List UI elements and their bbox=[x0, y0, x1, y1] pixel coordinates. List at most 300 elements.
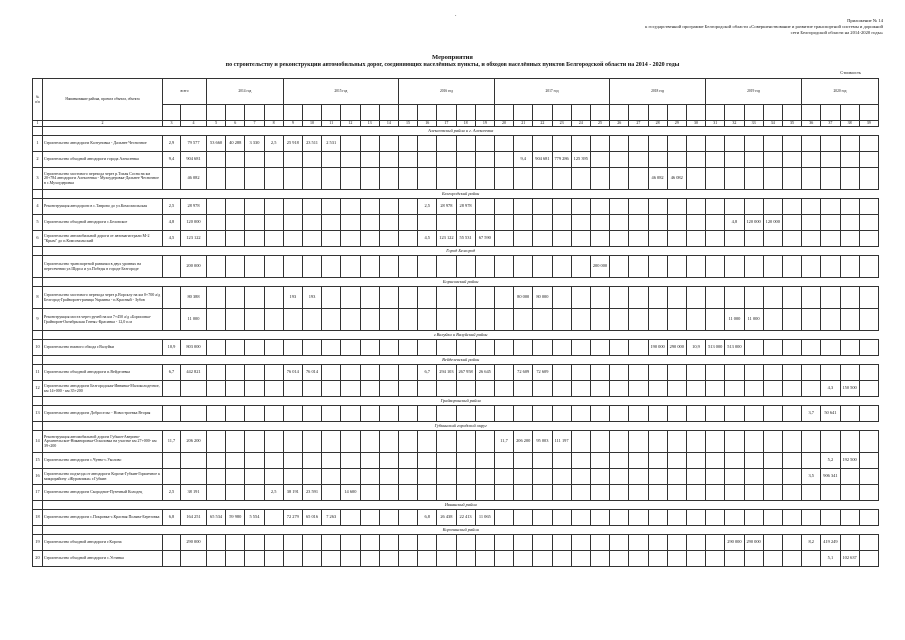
value-cell bbox=[226, 406, 245, 422]
row-number: 12 bbox=[33, 381, 43, 397]
section-title: г.Валуйки и Валуйский район bbox=[43, 331, 879, 340]
value-cell bbox=[686, 136, 705, 152]
value-cell bbox=[840, 510, 859, 526]
value-cell: 6,8 bbox=[418, 510, 437, 526]
value-cell bbox=[648, 406, 667, 422]
value-cell bbox=[629, 365, 648, 381]
value-cell bbox=[859, 231, 878, 247]
row-number: 13 bbox=[33, 406, 43, 422]
row-number: 16 bbox=[33, 469, 43, 485]
value-cell bbox=[667, 231, 686, 247]
value-cell bbox=[648, 231, 667, 247]
value-cell: 193 bbox=[302, 287, 321, 309]
value-cell bbox=[706, 309, 725, 331]
value-cell bbox=[706, 406, 725, 422]
value-cell bbox=[667, 551, 686, 567]
value-cell bbox=[610, 309, 629, 331]
value-cell bbox=[686, 406, 705, 422]
value-cell bbox=[840, 168, 859, 190]
value-cell bbox=[763, 469, 782, 485]
value-cell bbox=[667, 535, 686, 551]
value-cell bbox=[245, 485, 264, 501]
value-cell bbox=[418, 551, 437, 567]
value-cell bbox=[667, 256, 686, 278]
value-cell bbox=[398, 287, 417, 309]
value-cell bbox=[552, 535, 571, 551]
value-cell bbox=[264, 215, 283, 231]
value-cell bbox=[725, 431, 744, 453]
value-cell bbox=[456, 453, 475, 469]
value-cell bbox=[610, 510, 629, 526]
value-cell bbox=[802, 381, 821, 397]
row-name: Строительство обходной автодороги с.Беловское bbox=[43, 215, 163, 231]
value-cell bbox=[514, 551, 533, 567]
value-cell bbox=[629, 168, 648, 190]
subheader-cell bbox=[514, 105, 533, 121]
value-cell bbox=[859, 215, 878, 231]
value-cell bbox=[514, 406, 533, 422]
value-cell bbox=[590, 152, 609, 168]
value-cell bbox=[648, 453, 667, 469]
value-cell bbox=[341, 199, 360, 215]
value-cell: 111 197 bbox=[552, 431, 571, 453]
value-cell bbox=[398, 152, 417, 168]
value-cell bbox=[418, 287, 437, 309]
subheader-cell bbox=[341, 105, 360, 121]
value-cell bbox=[207, 231, 226, 247]
value-cell bbox=[629, 381, 648, 397]
value-cell: 46 082 bbox=[667, 168, 686, 190]
value-cell: 28 978 bbox=[437, 199, 456, 215]
appendix-line-1: Приложение № 14 bbox=[847, 18, 883, 23]
value-cell bbox=[744, 381, 763, 397]
row-number: 1 bbox=[33, 136, 43, 152]
value-cell bbox=[533, 309, 552, 331]
column-index: 21 bbox=[514, 121, 533, 127]
value-cell bbox=[360, 453, 379, 469]
row-name: Строительство автодороги Добросельє - Новостроевка Вторая bbox=[43, 406, 163, 422]
value-cell bbox=[207, 453, 226, 469]
value-cell bbox=[686, 431, 705, 453]
value-cell bbox=[360, 168, 379, 190]
value-cell bbox=[322, 551, 341, 567]
subheader-cell bbox=[802, 105, 821, 121]
column-index: 5 bbox=[207, 121, 226, 127]
value-cell bbox=[533, 485, 552, 501]
table-row bbox=[33, 453, 879, 469]
value-cell bbox=[475, 535, 494, 551]
section-title: Белгородский район bbox=[43, 190, 879, 199]
value-cell bbox=[648, 365, 667, 381]
value-cell bbox=[686, 485, 705, 501]
value-cell bbox=[207, 406, 226, 422]
value-cell bbox=[207, 431, 226, 453]
value-cell bbox=[398, 231, 417, 247]
value-cell bbox=[514, 231, 533, 247]
value-cell: 150 500 bbox=[840, 381, 859, 397]
value-cell bbox=[398, 199, 417, 215]
value-cell bbox=[437, 256, 456, 278]
value-cell bbox=[533, 551, 552, 567]
subheader-cell bbox=[322, 105, 341, 121]
column-index: 11 bbox=[322, 121, 341, 127]
value-cell bbox=[686, 215, 705, 231]
value-cell bbox=[706, 287, 725, 309]
value-cell bbox=[379, 551, 398, 567]
value-cell bbox=[552, 485, 571, 501]
section-title: Губкинский городской округ bbox=[43, 422, 879, 431]
value-cell bbox=[283, 453, 302, 469]
value-cell bbox=[629, 136, 648, 152]
value-cell bbox=[840, 287, 859, 309]
value-cell bbox=[207, 381, 226, 397]
value-cell bbox=[514, 256, 533, 278]
value-cell bbox=[629, 152, 648, 168]
value-cell bbox=[840, 309, 859, 331]
value-cell bbox=[302, 453, 321, 469]
row-total: 803 000 bbox=[181, 340, 207, 356]
value-cell bbox=[840, 485, 859, 501]
value-cell bbox=[341, 551, 360, 567]
value-cell bbox=[763, 510, 782, 526]
value-cell bbox=[533, 406, 552, 422]
value-cell bbox=[322, 406, 341, 422]
value-cell bbox=[398, 136, 417, 152]
value-cell bbox=[802, 453, 821, 469]
value-cell bbox=[590, 551, 609, 567]
value-cell bbox=[590, 535, 609, 551]
value-cell bbox=[341, 381, 360, 397]
value-cell bbox=[322, 309, 341, 331]
value-cell: 23 591 bbox=[302, 485, 321, 501]
value-cell bbox=[360, 510, 379, 526]
value-cell bbox=[379, 199, 398, 215]
subheader-cell bbox=[418, 105, 437, 121]
value-cell bbox=[245, 287, 264, 309]
row-total: 11 000 bbox=[181, 309, 207, 331]
value-cell bbox=[245, 340, 264, 356]
value-cell bbox=[302, 152, 321, 168]
table-row bbox=[33, 381, 879, 397]
value-cell bbox=[706, 231, 725, 247]
value-cell: 2,5 bbox=[264, 136, 283, 152]
value-cell bbox=[782, 469, 801, 485]
value-cell: 123 122 bbox=[437, 231, 456, 247]
value-cell bbox=[802, 551, 821, 567]
value-cell bbox=[802, 340, 821, 356]
value-cell bbox=[802, 510, 821, 526]
row-number: 18 bbox=[33, 510, 43, 526]
value-cell bbox=[226, 469, 245, 485]
value-cell bbox=[398, 551, 417, 567]
value-cell bbox=[418, 309, 437, 331]
value-cell bbox=[782, 168, 801, 190]
row-length bbox=[163, 287, 181, 309]
value-cell: 23 511 bbox=[302, 136, 321, 152]
value-cell bbox=[571, 256, 590, 278]
column-index: 19 bbox=[475, 121, 494, 127]
row-length: 10,9 bbox=[163, 340, 181, 356]
row-total bbox=[181, 381, 207, 397]
column-index: 35 bbox=[782, 121, 801, 127]
row-total: 28 978 bbox=[181, 199, 207, 215]
value-cell bbox=[706, 152, 725, 168]
value-cell bbox=[725, 453, 744, 469]
value-cell bbox=[802, 287, 821, 309]
value-cell bbox=[821, 231, 840, 247]
value-cell bbox=[475, 551, 494, 567]
value-cell bbox=[590, 469, 609, 485]
value-cell bbox=[398, 485, 417, 501]
value-cell bbox=[245, 551, 264, 567]
value-cell bbox=[552, 406, 571, 422]
subheader-cell bbox=[725, 105, 744, 121]
value-cell bbox=[475, 287, 494, 309]
value-cell: 11,7 bbox=[494, 431, 513, 453]
value-cell bbox=[744, 256, 763, 278]
row-name: Строительство подъезда от автодороги Короча-Губкин-Горшечное к микрорайону «Журавлики» г.Губкин bbox=[43, 469, 163, 485]
value-cell: 9,4 bbox=[514, 152, 533, 168]
value-cell bbox=[725, 287, 744, 309]
value-cell bbox=[207, 256, 226, 278]
table-row bbox=[33, 199, 879, 215]
value-cell bbox=[552, 199, 571, 215]
value-cell bbox=[456, 535, 475, 551]
value-cell bbox=[667, 381, 686, 397]
section-num bbox=[33, 127, 43, 136]
value-cell bbox=[782, 231, 801, 247]
value-cell: 193 bbox=[283, 287, 302, 309]
value-cell bbox=[610, 287, 629, 309]
value-cell bbox=[667, 453, 686, 469]
value-cell: 26 645 bbox=[475, 365, 494, 381]
column-index: 6 bbox=[226, 121, 245, 127]
value-cell bbox=[207, 168, 226, 190]
value-cell bbox=[456, 485, 475, 501]
row-length bbox=[163, 309, 181, 331]
value-cell bbox=[302, 406, 321, 422]
row-name: Строительство обходной автодороги с.Устинка bbox=[43, 551, 163, 567]
value-cell bbox=[725, 256, 744, 278]
value-cell bbox=[494, 256, 513, 278]
value-cell bbox=[533, 168, 552, 190]
value-cell bbox=[322, 168, 341, 190]
value-cell bbox=[590, 453, 609, 469]
value-cell: 11 065 bbox=[475, 510, 494, 526]
value-cell bbox=[782, 485, 801, 501]
value-cell bbox=[245, 231, 264, 247]
value-cell bbox=[706, 199, 725, 215]
value-cell bbox=[475, 168, 494, 190]
row-total: 123 122 bbox=[181, 231, 207, 247]
row-name: Строительство транспортной развязки в двух уровнях на пересечении ул.Щорса и ул.Победы в городе Белгороде bbox=[43, 256, 163, 278]
value-cell bbox=[322, 152, 341, 168]
value-cell bbox=[226, 309, 245, 331]
value-cell: 5 554 bbox=[245, 510, 264, 526]
value-cell bbox=[648, 381, 667, 397]
column-index: 36 bbox=[802, 121, 821, 127]
value-cell bbox=[245, 381, 264, 397]
value-cell bbox=[629, 406, 648, 422]
value-cell bbox=[821, 287, 840, 309]
value-cell bbox=[494, 365, 513, 381]
row-length bbox=[163, 453, 181, 469]
row-name: Строительство южного обхода г.Валуйки bbox=[43, 340, 163, 356]
value-cell bbox=[437, 453, 456, 469]
value-cell bbox=[859, 453, 878, 469]
value-cell bbox=[494, 469, 513, 485]
value-cell bbox=[629, 309, 648, 331]
value-cell bbox=[418, 406, 437, 422]
value-cell bbox=[590, 309, 609, 331]
value-cell bbox=[840, 431, 859, 453]
value-cell bbox=[494, 381, 513, 397]
value-cell bbox=[821, 309, 840, 331]
value-cell: 904 681 bbox=[533, 152, 552, 168]
value-cell bbox=[859, 381, 878, 397]
value-cell bbox=[302, 168, 321, 190]
value-cell bbox=[782, 431, 801, 453]
row-length bbox=[163, 535, 181, 551]
table-row bbox=[33, 340, 879, 356]
row-number: 4 bbox=[33, 199, 43, 215]
value-cell bbox=[475, 152, 494, 168]
value-cell bbox=[552, 453, 571, 469]
value-cell bbox=[475, 485, 494, 501]
value-cell bbox=[859, 340, 878, 356]
value-cell bbox=[245, 535, 264, 551]
value-cell bbox=[207, 535, 226, 551]
row-length: 4,5 bbox=[163, 231, 181, 247]
column-index: 7 bbox=[245, 121, 264, 127]
value-cell bbox=[322, 469, 341, 485]
value-cell: 76 014 bbox=[283, 365, 302, 381]
value-cell bbox=[302, 215, 321, 231]
value-cell bbox=[802, 136, 821, 152]
value-cell bbox=[763, 485, 782, 501]
value-cell bbox=[821, 152, 840, 168]
row-name: Реконструкция автодороги в с.Таврово до ул.Комсомольская bbox=[43, 199, 163, 215]
value-cell: 120 000 bbox=[763, 215, 782, 231]
value-cell bbox=[418, 168, 437, 190]
value-cell bbox=[629, 485, 648, 501]
value-cell: 6,7 bbox=[418, 365, 437, 381]
value-cell bbox=[552, 168, 571, 190]
table-row bbox=[33, 309, 879, 331]
value-cell bbox=[859, 309, 878, 331]
value-cell bbox=[398, 431, 417, 453]
section-row bbox=[33, 331, 879, 340]
value-cell bbox=[571, 453, 590, 469]
value-cell bbox=[840, 152, 859, 168]
value-cell bbox=[494, 309, 513, 331]
value-cell bbox=[437, 309, 456, 331]
value-cell bbox=[322, 199, 341, 215]
value-cell bbox=[859, 551, 878, 567]
value-cell bbox=[763, 287, 782, 309]
value-cell bbox=[264, 551, 283, 567]
value-cell bbox=[226, 199, 245, 215]
value-cell bbox=[226, 535, 245, 551]
value-cell bbox=[590, 136, 609, 152]
value-cell bbox=[437, 431, 456, 453]
value-cell bbox=[590, 215, 609, 231]
value-cell bbox=[782, 453, 801, 469]
value-cell bbox=[283, 215, 302, 231]
section-row bbox=[33, 501, 879, 510]
value-cell bbox=[552, 287, 571, 309]
value-cell bbox=[379, 168, 398, 190]
value-cell bbox=[283, 256, 302, 278]
value-cell bbox=[686, 152, 705, 168]
value-cell bbox=[283, 152, 302, 168]
value-cell bbox=[514, 469, 533, 485]
value-cell bbox=[610, 431, 629, 453]
value-cell bbox=[360, 256, 379, 278]
row-name: Строительство автомобильной дороги от автомагистрали М-2 "Крым" до п.Комсомольский bbox=[43, 231, 163, 247]
value-cell bbox=[475, 256, 494, 278]
value-cell: 80 000 bbox=[514, 287, 533, 309]
row-total: 206 200 bbox=[181, 431, 207, 453]
value-cell bbox=[610, 340, 629, 356]
section-title: Алексеевский район и г. Алексеевка bbox=[43, 127, 879, 136]
value-cell bbox=[763, 551, 782, 567]
value-cell bbox=[648, 215, 667, 231]
table-row bbox=[33, 551, 879, 567]
value-cell bbox=[763, 431, 782, 453]
value-cell bbox=[341, 231, 360, 247]
column-index: 38 bbox=[840, 121, 859, 127]
value-cell: 5,2 bbox=[821, 453, 840, 469]
value-cell bbox=[360, 340, 379, 356]
value-cell bbox=[859, 406, 878, 422]
value-cell bbox=[379, 469, 398, 485]
value-cell bbox=[802, 485, 821, 501]
table-row bbox=[33, 256, 879, 278]
value-cell bbox=[782, 199, 801, 215]
value-cell bbox=[552, 551, 571, 567]
value-cell bbox=[360, 309, 379, 331]
value-cell bbox=[782, 365, 801, 381]
value-cell bbox=[207, 551, 226, 567]
value-cell bbox=[283, 469, 302, 485]
value-cell: 3,5 bbox=[802, 469, 821, 485]
value-cell bbox=[725, 381, 744, 397]
value-cell bbox=[590, 199, 609, 215]
subheader-cell bbox=[533, 105, 552, 121]
value-cell bbox=[456, 340, 475, 356]
value-cell bbox=[744, 340, 763, 356]
value-cell bbox=[725, 551, 744, 567]
value-cell: 28 978 bbox=[456, 199, 475, 215]
subheader-cell bbox=[590, 105, 609, 121]
value-cell bbox=[514, 381, 533, 397]
value-cell bbox=[802, 152, 821, 168]
value-cell: 40 288 bbox=[226, 136, 245, 152]
value-cell bbox=[226, 231, 245, 247]
value-cell bbox=[571, 381, 590, 397]
header-year: 2016 год bbox=[398, 79, 494, 105]
value-cell bbox=[590, 287, 609, 309]
value-cell bbox=[821, 136, 840, 152]
subheader-cell bbox=[706, 105, 725, 121]
value-cell bbox=[379, 535, 398, 551]
value-cell bbox=[859, 469, 878, 485]
value-cell bbox=[207, 485, 226, 501]
value-cell bbox=[302, 199, 321, 215]
value-cell bbox=[341, 340, 360, 356]
value-cell bbox=[648, 469, 667, 485]
